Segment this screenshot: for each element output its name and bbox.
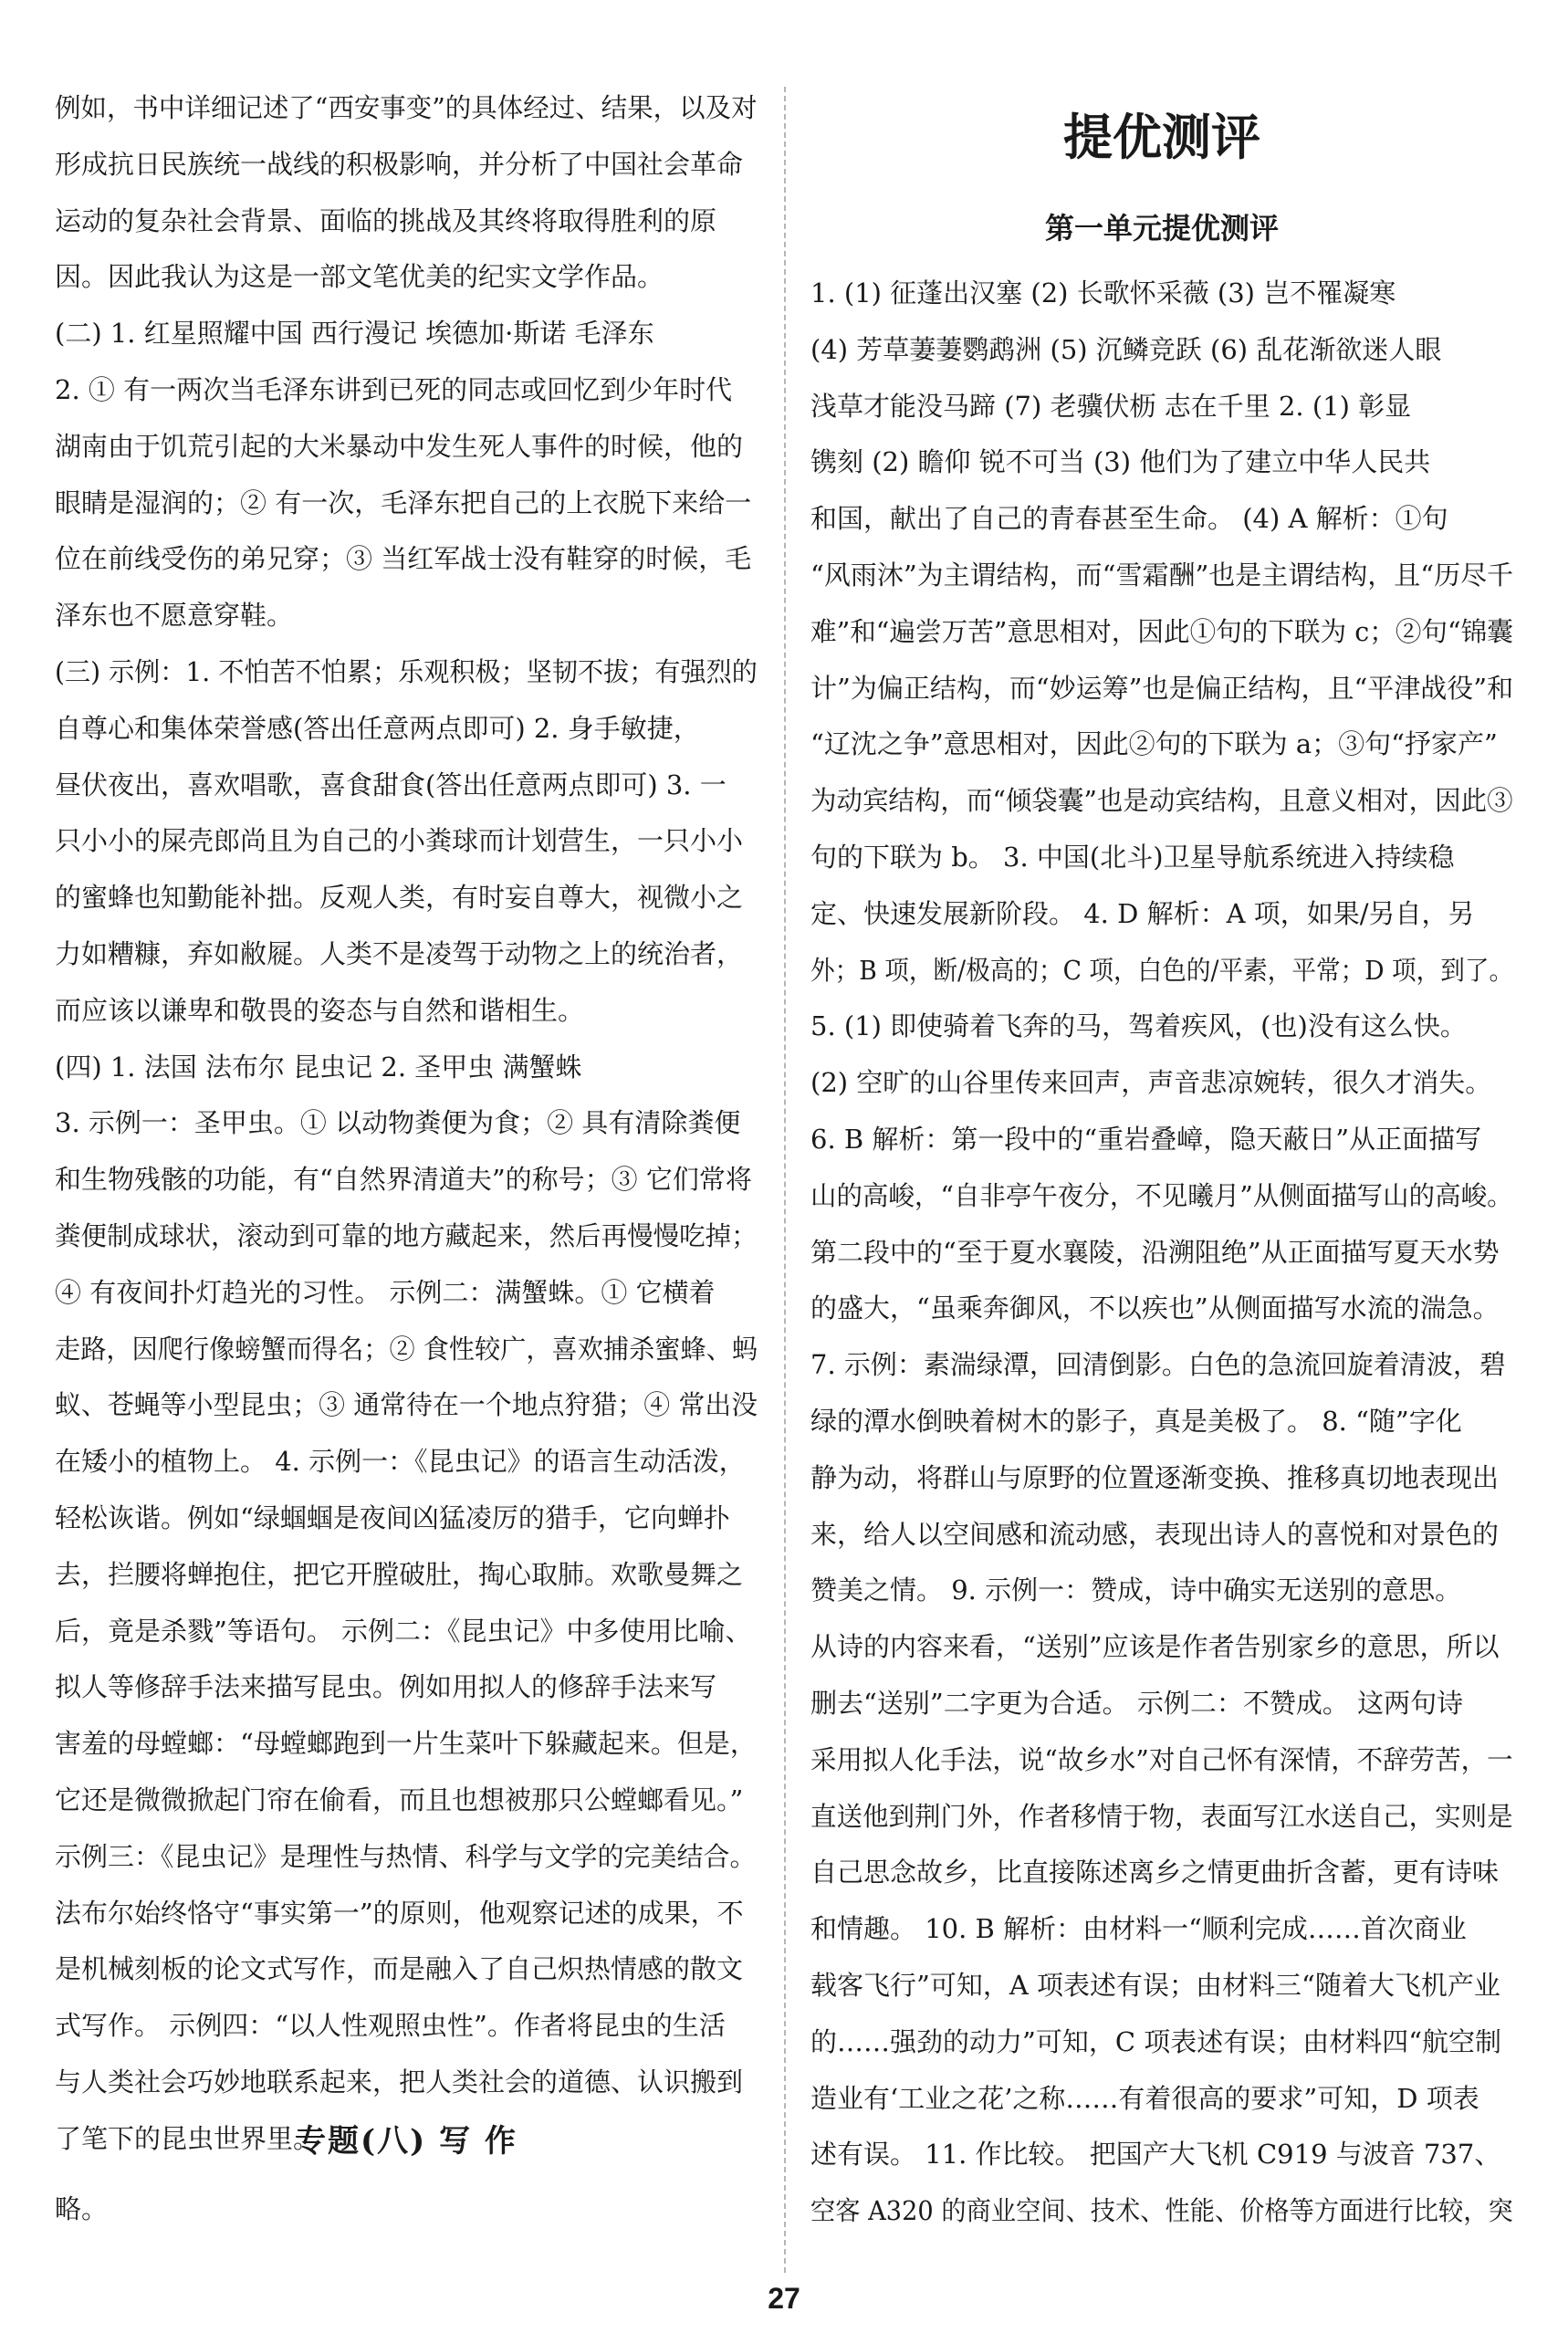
right-line: 和情趣。 10. B 解析：由材料一“顺利完成……首次商业 <box>810 1913 1467 1945</box>
left-line: 位在前线受伤的弟兄穿；③ 当红军战士没有鞋穿的时候，毛 <box>55 543 752 575</box>
left-line: 去，拦腰将蝉抱住，把它开膛破肚，掏心取肺。欢歌曼舞之 <box>55 1558 744 1590</box>
left-line: 后，竟是杀戮”等语句。 示例二：《昆虫记》中多使用比喻、 <box>55 1615 752 1647</box>
column-divider <box>784 87 786 2273</box>
right-line: 载客飞行”可知，A 项表述有误；由材料三“随着大飞机产业 <box>810 1970 1500 2001</box>
left-line: (二) 1. 红星照耀中国 西行漫记 埃德加·斯诺 毛泽东 <box>55 318 654 350</box>
left-line: 3. 示例一：圣甲虫。① 以动物粪便为食；② 具有清除粪便 <box>55 1107 741 1139</box>
right-line: 难”和“遍尝万苦”意思相对，因此①句的下联为 c；②句“锦囊 <box>810 615 1513 647</box>
left-line: 拟人等修辞手法来描写昆虫。例如用拟人的修辞手法来写 <box>55 1671 717 1703</box>
left-line: 蚁、苍蝇等小型昆虫；③ 通常待在一个地点狩猎；④ 常出没 <box>55 1389 758 1421</box>
unit-title: 第一单元提优测评 <box>1044 211 1279 246</box>
left-line: 害羞的母螳螂：“母螳螂跑到一片生菜叶下躲藏起来。但是， <box>55 1728 757 1760</box>
right-line: 5. (1) 即使骑着飞奔的马，驾着疾风，(也)没有这么快。 <box>810 1010 1467 1042</box>
left-line: 眼睛是湿润的；② 有一次，毛泽东把自己的上衣脱下来给一 <box>55 486 752 518</box>
left-line: ④ 有夜间扑灯趋光的习性。 示例二：满蟹蛛。① 它横着 <box>55 1276 716 1308</box>
left-line: 轻松诙谐。例如“绿蝈蝈是夜间凶猛凌厉的猎手，它向蝉扑 <box>55 1502 730 1533</box>
page-number: 27 <box>768 2282 800 2315</box>
left-line: 湖南由于饥荒引起的大米暴动中发生死人事件的时候，他的 <box>55 430 744 462</box>
right-line: 的盛大，“虽乘奔御风，不以疾也”从侧面描写水流的湍急。 <box>810 1292 1500 1324</box>
left-line: 自尊心和集体荣誉感(答出任意两点即可) 2. 身手敏捷， <box>55 712 700 744</box>
left-line: 而应该以谦卑和敬畏的姿态与自然和谐相生。 <box>55 994 585 1026</box>
topic-answer: 略。 <box>55 2193 109 2224</box>
right-line: 的……强劲的动力”可知，C 项表述有误；由材料四“航空制 <box>810 2025 1502 2057</box>
left-line: 粪便制成球状，滚动到可靠的地方藏起来，然后再慢慢吃掉； <box>55 1220 758 1251</box>
right-line: 外；B 项，断/极高的；C 项，白色的/平素，平常；D 项，到了。 <box>810 954 1514 986</box>
right-line: 从诗的内容来看，“送别”应该是作者告别家乡的意思，所以 <box>810 1631 1500 1663</box>
left-line: 它还是微微掀起门帘在偷看，而且也想被那只公螳螂看见。” <box>55 1784 744 1815</box>
left-line: 与人类社会巧妙地联系起来，把人类社会的道德、认识搬到 <box>55 2066 744 2098</box>
left-line: 在矮小的植物上。 4. 示例一：《昆虫记》的语言生动活泼， <box>55 1446 746 1478</box>
right-line: 山的高峻，“自非亭午夜分，不见曦月”从侧面描写山的高峻。 <box>810 1179 1513 1211</box>
left-line: 2. ① 有一两次当毛泽东讲到已死的同志或回忆到少年时代 <box>55 374 733 405</box>
right-line: 句的下联为 b。 3. 中国(北斗)卫星导航系统进入持续稳 <box>810 842 1455 873</box>
right-line: (4) 芳草萋萋鹦鹉洲 (5) 沉鳞竞跃 (6) 乱花渐欲迷人眼 <box>810 333 1442 365</box>
left-line: (三) 示例：1. 不怕苦不怕累；乐观积极；坚韧不拔；有强烈的 <box>55 656 758 687</box>
right-line: 直送他到荆门外，作者移情于物，表面写江水送自己，实则是 <box>810 1800 1513 1832</box>
right-line: (2) 空旷的山谷里传来回声，声音悲凉婉转，很久才消失。 <box>810 1067 1492 1099</box>
right-line: 7. 示例：素湍绿潭，回清倒影。白色的急流回旋着清波，碧 <box>810 1349 1506 1381</box>
left-line: 走路，因爬行像螃蟹而得名；② 食性较广，喜欢捕杀蜜蜂、蚂 <box>55 1333 758 1365</box>
right-line: 和国，献出了自己的青春甚至生命。 (4) A 解析：①句 <box>810 503 1448 535</box>
section-title: 提优测评 <box>1063 108 1260 166</box>
right-line: 造业有‘工业之花’之称……有着很高的要求”可知，D 项表 <box>810 2082 1479 2114</box>
left-line: (四) 1. 法国 法布尔 昆虫记 2. 圣甲虫 满蟹蛛 <box>55 1051 582 1083</box>
right-line: 静为动，将群山与原野的位置逐渐变换、推移真切地表现出 <box>810 1461 1500 1493</box>
right-line: 来，给人以空间感和流动感，表现出诗人的喜悦和对景色的 <box>810 1518 1500 1550</box>
left-line: 法布尔始终恪守“事实第一”的原则，他观察记述的成果，不 <box>55 1897 744 1929</box>
right-line: 第二段中的“至于夏水襄陵，沿溯阻绝”从正面描写夏天水势 <box>810 1236 1500 1268</box>
right-line: 1. (1) 征蓬出汉塞 (2) 长歌怀采薇 (3) 岂不罹凝寒 <box>810 277 1396 309</box>
right-line: 自己思念故乡，比直接陈述离乡之情更曲折含蓄，更有诗味 <box>810 1857 1500 1888</box>
left-line: 泽东也不愿意穿鞋。 <box>55 600 294 632</box>
right-line: 绿的潭水倒映着树木的影子，真是美极了。 8. “随”字化 <box>810 1406 1462 1437</box>
left-line: 和生物残骸的功能，有“自然界清道夫”的称号；③ 它们常将 <box>55 1164 752 1196</box>
left-line: 运动的复杂社会背景、面临的挑战及其终将取得胜利的原 <box>55 204 717 236</box>
right-line: 镌刻 (2) 瞻仰 锐不可当 (3) 他们为了建立中华人民共 <box>810 446 1431 478</box>
left-line: 只小小的屎壳郎尚且为自己的小粪球而计划营生，一只小小 <box>55 825 744 857</box>
right-line: 6. B 解析：第一段中的“重岩叠嶂，隐天蔽日”从正面描写 <box>810 1124 1482 1155</box>
left-line: 因。因此我认为这是一部文笔优美的纪实文学作品。 <box>55 261 664 293</box>
topic-title: 专题(八) 写 作 <box>295 2123 517 2160</box>
right-line: 定、快速发展新阶段。 4. D 解析：A 项，如果/另自，另 <box>810 897 1475 929</box>
right-line: 删去“送别”二字更为合适。 示例二：不赞成。 这两句诗 <box>810 1688 1464 1719</box>
left-line: 式写作。 示例四：“以人性观照虫性”。作者将昆虫的生活 <box>55 2010 726 2042</box>
right-line: 述有误。 11. 作比较。 把国产大飞机 C919 与波音 737、 <box>810 2139 1501 2171</box>
left-line: 了笔下的昆虫世界里。 <box>55 2122 320 2154</box>
left-line: 的蜜蜂也知勤能补拙。反观人类，有时妄自尊大，视微小之 <box>55 882 744 914</box>
left-line: 力如糟糠，弃如敝屣。人类不是凌驾于动物之上的统治者， <box>55 938 744 969</box>
right-line: 赞美之情。 9. 示例一：赞成，诗中确实无送别的意思。 <box>810 1575 1462 1606</box>
left-line: 是机械刻板的论文式写作，而是融入了自己炽热情感的散文 <box>55 1953 744 1985</box>
left-line: 形成抗日民族统一战线的积极影响，并分析了中国社会革命 <box>55 148 744 180</box>
right-line: 采用拟人化手法，说“故乡水”对自己怀有深情，不辞劳苦，一 <box>810 1743 1513 1775</box>
left-line: 昼伏夜出，喜欢唱歌，喜食甜食(答出任意两点即可) 3. 一 <box>55 769 727 800</box>
right-line: “风雨沐”为主谓结构，而“雪霜酬”也是主谓结构，且“历尽千 <box>810 560 1514 591</box>
left-line: 示例三：《昆虫记》是理性与热情、科学与文学的完美结合。 <box>55 1840 757 1872</box>
right-line: 浅草才能没马蹄 (7) 老骥伏枥 志在千里 2. (1) 彰显 <box>810 390 1412 422</box>
left-line: 例如，书中详细记述了“西安事变”的具体经过、结果，以及对 <box>55 92 758 123</box>
right-line: 空客 A320 的商业空间、技术、性能、价格等方面进行比较，突 <box>810 2195 1513 2227</box>
right-line: 为动宾结构，而“倾袋囊”也是动宾结构，且意义相对，因此③ <box>810 785 1513 817</box>
right-line: “辽沈之争”意思相对，因此②句的下联为 a；③句“抒家产” <box>810 728 1498 760</box>
right-line: 计”为偏正结构，而“妙运筹”也是偏正结构，且“平津战役”和 <box>810 672 1514 704</box>
